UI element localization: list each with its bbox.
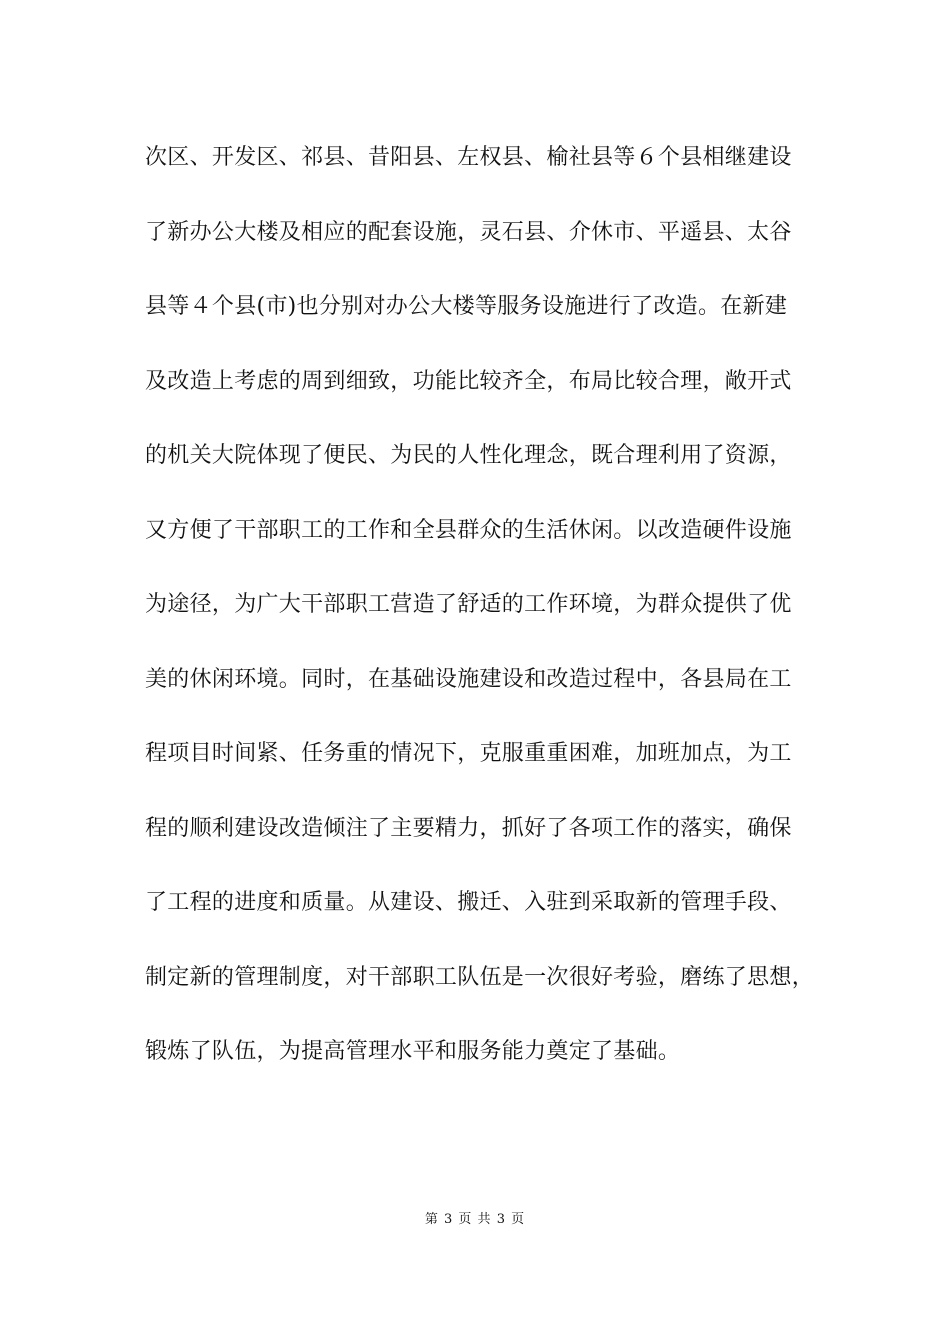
text-line: 县等４个县(市)也分别对办公大楼等服务设施进行了改造。在新建 xyxy=(145,294,788,319)
text-line: 美的休闲环境。同时，在基础设施建设和改造过程中，各县局在工 xyxy=(145,666,792,692)
text-line: 及改造上考虑的周到细致，功能比较齐全，布局比较合理，敞开式 xyxy=(145,368,792,394)
text-line: 了新办公大楼及相应的配套设施，灵石县、介休市、平遥县、太谷 xyxy=(145,219,792,245)
text-line: 又方便了干部职工的工作和全县群众的生活休闲。以改造硬件设施 xyxy=(145,517,792,543)
text-line: 为途径，为广大干部职工营造了舒适的工作环境，为群众提供了优 xyxy=(145,592,792,617)
page-number-footer: 第 3 页 共 3 页 xyxy=(424,1212,526,1227)
text-line: 制定新的管理制度，对干部职工队伍是一次很好考验，磨练了思想， xyxy=(145,964,815,990)
text-line: 了工程的进度和质量。从建设、搬迁、入驻到采取新的管理手段、 xyxy=(145,890,792,915)
text-line: 的机关大院体现了便民、为民的人性化理念，既合理利用了资源， xyxy=(145,443,792,468)
text-line: 次区、开发区、祁县、昔阳县、左权县、榆社县等６个县相继建设 xyxy=(145,145,792,170)
text-line: 程项目时间紧、任务重的情况下，克服重重困难，加班加点，为工 xyxy=(145,741,792,766)
body-paragraph xyxy=(145,138,845,1107)
text-line: 程的顺利建设改造倾注了主要精力，抓好了各项工作的落实，确保 xyxy=(145,815,792,841)
text-line: 锻炼了队伍，为提高管理水平和服务能力奠定了基础。 xyxy=(145,1039,681,1064)
